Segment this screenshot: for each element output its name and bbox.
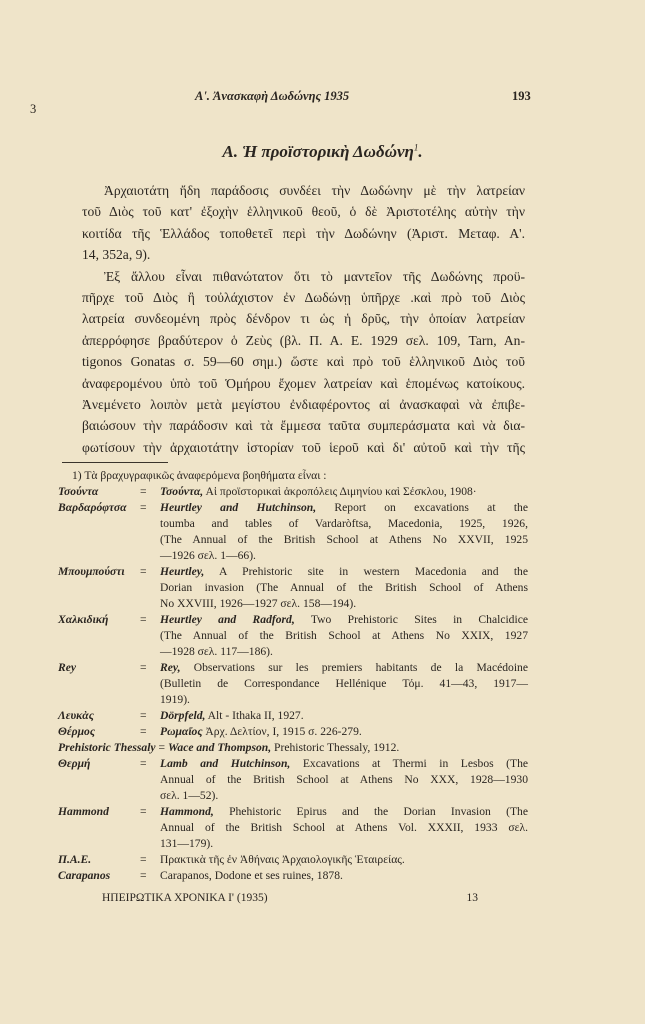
reference-line xyxy=(160,772,528,788)
footnote-ref: 1 xyxy=(413,142,419,153)
reference-entry xyxy=(58,724,528,740)
text-line: tigonos Gonatas σ. 59—60 σημ.) ὥστε καὶ πρὸ τοῦ ἑλληνικοῦ Διὸς τοῦ xyxy=(82,354,525,370)
reference-author: Heurtley and Radford, xyxy=(160,613,295,626)
footnote-divider xyxy=(62,462,168,463)
reference-line-text: Ἀρχ. Δελτίον, I, 1915 σ. 226-279. xyxy=(205,725,362,738)
reference-entry xyxy=(58,484,528,500)
text-line: λατρεία συνδεομένη πρὸς δένδρον τι ὡς ἡ δρῦς, τὴν ὁποίαν λατρείαν xyxy=(82,311,525,327)
reference-line xyxy=(160,820,528,836)
reference-line-text: Observations sur les premiers habitants de la Macédoine xyxy=(193,661,529,674)
reference-line-text: Dorian invasion (The Annual of the British School of Athens xyxy=(160,581,528,594)
text-line: πῆρχε τοῦ Διὸς ἢ τοὐλάχιστον ἐν Δωδώνῃ ὑπῆρχε .καὶ πρὸ τοῦ Διὸς xyxy=(82,290,525,306)
running-head: Α'. Ἀνασκαφὴ Δωδώνης 1935 xyxy=(195,89,350,103)
equals-sign: = xyxy=(140,661,147,674)
reference-author: Heurtley, xyxy=(160,565,205,578)
reference-entry xyxy=(58,708,528,724)
page-number: 193 xyxy=(512,89,531,103)
section-title-text: Α. Ἡ προϊστορικὴ Δωδώνη xyxy=(222,142,414,161)
text-line: βαιώσουν τὴν παράδοσιν καὶ τὰ ἔμμεσα ταῦτα συμπεράσματα καὶ νὰ δια- xyxy=(82,418,525,434)
reference-label: Βαρδαρόφτσα xyxy=(58,501,127,514)
reference-line xyxy=(160,580,528,596)
reference-entry xyxy=(58,564,528,612)
text-line: Ἐξ ἄλλου εἶναι πιθανώτατον ὅτι τὸ μαντεῖον τῆς Δωδώνης προϋ- xyxy=(104,268,525,284)
reference-line xyxy=(160,788,528,804)
equals-sign: = xyxy=(140,757,147,770)
reference-line-text: Alt - Ithaka II, 1927. xyxy=(207,709,304,722)
reference-line xyxy=(160,500,528,516)
reference-line xyxy=(160,644,528,660)
reference-label: Λευκὰς xyxy=(58,709,94,722)
reference-line-text: (Bulletin de Correspondance Hellénique Τόμ. 41—43, 1917— xyxy=(160,677,528,690)
equals-sign: = xyxy=(140,501,147,514)
reference-line xyxy=(160,692,528,708)
equals-sign: = xyxy=(140,485,147,498)
reference-line-text: Carapanos, Dodone et ses ruines, 1878. xyxy=(160,869,343,882)
reference-line xyxy=(160,836,528,852)
reference-text xyxy=(160,660,528,708)
reference-line xyxy=(58,740,528,756)
reference-line xyxy=(160,532,528,548)
reference-line xyxy=(160,676,528,692)
reference-line-text: A Prehistoric site in western Macedonia and the xyxy=(219,565,528,578)
equals-sign: = xyxy=(140,869,147,882)
reference-line xyxy=(160,612,528,628)
reference-author: Lamb and Hutchinson, xyxy=(160,757,291,770)
reference-line-text: Αἱ προϊστορικαὶ ἀκροπόλεις Διμηνίου καὶ Σέσκλου, 1908· xyxy=(205,485,477,498)
reference-text xyxy=(160,868,528,884)
reference-text xyxy=(160,500,528,564)
text-line: τοῦ Διὸς τοῦ κατ' ἐξοχὴν ἑλληνικοῦ θεοῦ, ὁ δὲ Ἀριστοτέλης αὐτὴν τὴν xyxy=(82,204,525,220)
reference-label: Prehistoric Thessaly xyxy=(58,741,156,754)
reference-label: Θερμή xyxy=(58,757,91,770)
reference-line xyxy=(160,628,528,644)
reference-text xyxy=(160,612,528,660)
reference-entry xyxy=(58,740,528,756)
reference-line xyxy=(160,868,528,884)
reference-line xyxy=(160,660,528,676)
reference-entry xyxy=(58,804,528,852)
reference-line-text: (The Annual of the British School at Athens No XXVII, 1925 xyxy=(160,533,528,546)
reference-line-text: 1919). xyxy=(160,693,190,706)
equals-sign: = xyxy=(140,565,147,578)
text-line: 14, 352a, 9). xyxy=(82,247,151,263)
reference-line-text: Πρακτικὰ τῆς ἐν Ἀθήναις Ἀρχαιολογικῆς Ἑταιρείας. xyxy=(160,853,405,866)
reference-line xyxy=(160,852,528,868)
text-line: ἀναφερομένου ὑπὸ τοῦ Ὁμήρου ἔχομεν λατρείαν καὶ ἑπομένως κατοίκους. xyxy=(82,375,525,391)
reference-line xyxy=(160,724,528,740)
footer-signature: 13 xyxy=(466,892,478,904)
reference-text xyxy=(58,740,528,756)
reference-label: Hammond xyxy=(58,805,109,818)
reference-line xyxy=(160,564,528,580)
text-line: Ἀνεμένετο λοιπὸν μετὰ μεγίστου ἐνδιαφέροντος αἱ ἀνασκαφαὶ νὰ ἐπιβε- xyxy=(82,397,525,413)
reference-line-text: Report on excavations at the xyxy=(334,501,528,514)
reference-line xyxy=(160,756,528,772)
text-line: ἀπερρόφησε βραδύτερον ὁ Ζεὺς (βλ. Π. Α. Ε. 1929 σελ. 109, Tarn, An- xyxy=(82,332,525,348)
text-line: Ἀρχαιοτάτη ἤδη παράδοσις συνδέει τὴν Δωδώνην μὲ τὴν λατρείαν xyxy=(104,183,525,198)
reference-entry xyxy=(58,612,528,660)
reference-label: Π.Α.Ε. xyxy=(58,853,92,866)
reference-author: Ρωμαῖος xyxy=(160,725,203,738)
reference-line xyxy=(160,548,528,564)
reference-entry xyxy=(58,852,528,868)
reference-label: Carapanos xyxy=(58,869,111,882)
reference-text xyxy=(160,724,528,740)
text-line: φωτίσουν τὴν ἀρχαιοτάτην ἱστορίαν τοῦ ἱεροῦ καὶ δι' αὐτοῦ καὶ τὴν τῆς xyxy=(82,439,525,455)
reference-line-text: Phehistoric Epirus and the Dorian Invasion (The xyxy=(229,805,528,818)
reference-text xyxy=(160,708,528,724)
reference-author: Heurtley and Hutchinson, xyxy=(160,501,317,514)
reference-line xyxy=(160,708,528,724)
reference-line-text: Excavations at Thermi in Lesbos (The xyxy=(302,757,529,770)
equals-sign: = xyxy=(140,613,147,626)
reference-label: Θέρμος xyxy=(58,725,95,738)
body-text xyxy=(82,180,525,458)
reference-author: Rey, xyxy=(160,661,181,674)
reference-text xyxy=(160,852,528,868)
reference-line-text: Prehistoric Thessaly, 1912. xyxy=(274,741,400,754)
equals-sign: = xyxy=(158,741,166,754)
reference-entry xyxy=(58,868,528,884)
equals-sign: = xyxy=(140,709,147,722)
footer-journal: ΗΠΕΙΡΩΤΙΚΑ ΧΡΟΝΙΚΑ Ι' (1935) xyxy=(102,892,268,904)
reference-line-text: —1928 σελ. 117—186). xyxy=(160,645,273,658)
footnotes xyxy=(58,468,528,906)
reference-line-text: Two Prehistoric Sites in Chalcidice xyxy=(310,613,528,626)
reference-line xyxy=(160,804,528,820)
reference-line xyxy=(160,516,528,532)
text-line: κοιτίδα τῆς Ἑλλάδος τοποθετεῖ περὶ τὴν Δωδώνην (Ἀριστ. Μεταφ. Α'. xyxy=(82,225,525,241)
reference-line-text: σελ. 1—52). xyxy=(160,789,219,802)
reference-author: Dörpfeld, xyxy=(160,709,206,722)
reference-entry xyxy=(58,500,528,564)
footnote-intro: 1) Τὰ βραχυγραφικῶς ἀναφερόμενα βοηθήματα εἶναι : xyxy=(72,469,327,482)
reference-label: Χαλκιδική xyxy=(58,613,109,626)
reference-line-text: No XXVIII, 1926—1927 σελ. 158—194). xyxy=(160,597,357,610)
reference-label: Μπουμπούστι xyxy=(58,565,125,578)
reference-line xyxy=(160,484,528,500)
equals-sign: = xyxy=(140,725,147,738)
reference-line-text: toumba and tables of Vardaròftsa, Macedonia, 1925, 1926, xyxy=(160,517,528,530)
reference-author: Hammond, xyxy=(160,805,214,818)
reference-label: Rey xyxy=(58,661,77,674)
reference-text xyxy=(160,804,528,852)
equals-sign: = xyxy=(140,853,147,866)
margin-number: 3 xyxy=(30,102,37,116)
reference-text xyxy=(160,564,528,612)
equals-sign: = xyxy=(140,805,147,818)
reference-line-text: (The Annual of the British School at Athens No XXIX, 1927 xyxy=(160,629,528,642)
reference-line-text: —1926 σελ. 1—66). xyxy=(160,549,256,562)
reference-line-text: Annual of the British School at Athens Vol. XXXII, 1933 σελ. xyxy=(160,821,528,834)
reference-line xyxy=(160,596,528,612)
reference-text xyxy=(160,756,528,804)
reference-entry xyxy=(58,756,528,804)
reference-label: Τσούντα xyxy=(58,485,99,498)
footer xyxy=(58,884,528,906)
reference-entry xyxy=(58,660,528,708)
reference-author: Wace and Thompson, xyxy=(167,741,272,754)
reference-text xyxy=(160,484,528,500)
reference-line-text: Annual of the British School at Athens No XXX, 1928—1930 xyxy=(160,773,528,786)
reference-author: Τσούντα, xyxy=(160,485,204,498)
reference-line-text: 131—179). xyxy=(160,837,214,850)
section-title: Α. Ἡ προϊστορικὴ Δωδώνη$^1$. xyxy=(222,142,423,161)
